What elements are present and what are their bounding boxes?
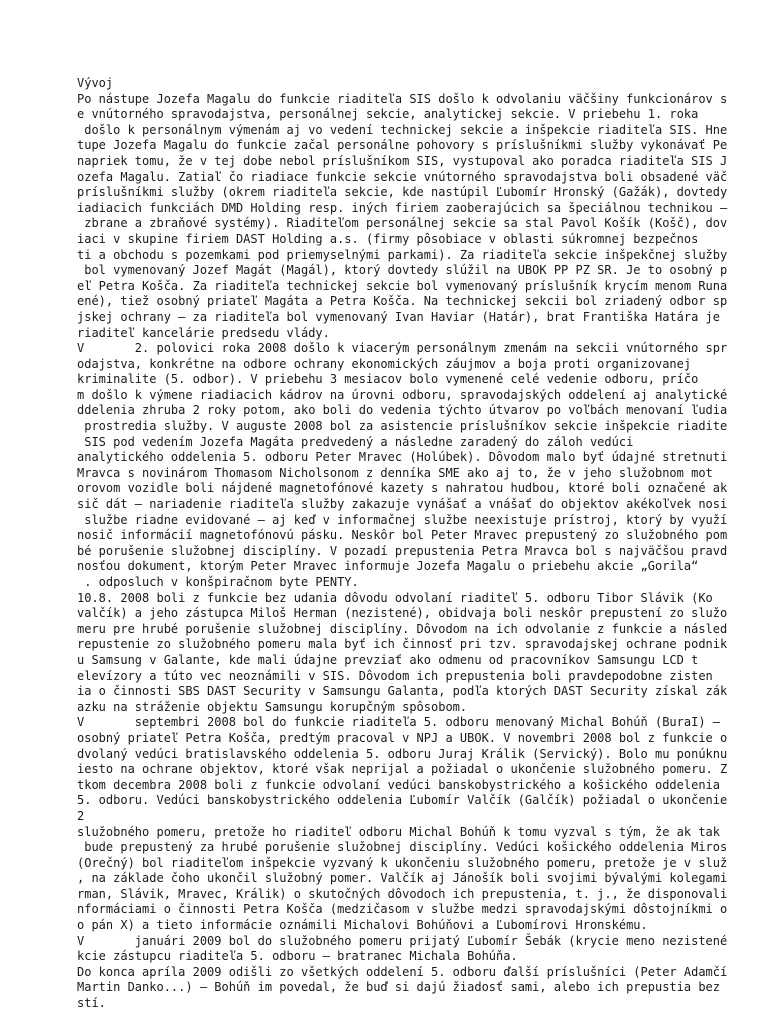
text-line: ia o činnosti SBS DAST Security v Samsungu Galanta, podľa ktorých DAST Security získal zák [77, 684, 728, 699]
text-line: napriek tomu, že v tej dobe nebol príslušníkom SIS, vystupoval ako poradca riaditeľa SIS J [77, 153, 728, 168]
text-line: ti a obchodu s pozemkami pod priemyselnými parkami). Za riaditeľa sekcie inšpekčnej služby [77, 247, 728, 262]
text-line: stí. [77, 996, 106, 1011]
text-line: nformáciami o činnosti Petra Košča (medzičasom v službe medzi spravodajskými dôstojníkmi o [77, 902, 728, 917]
text-line: u Samsung v Galante, kde mali údajne prevziať ako odmenu od pracovníkov Samsungu LCD t [77, 652, 699, 667]
text-line: Po nástupe Jozefa Magalu do funkcie riaditeľa SIS došlo k odvolaniu väčšiny funkcionárov s [77, 91, 728, 106]
text-line: . odposluch v konšpiračnom byte PENTY. [77, 575, 359, 589]
text-line: 10.8. 2008 boli z funkcie bez udania dôvodu odvolaní riaditeľ 5. odboru Tibor Slávik (Ko [77, 590, 713, 605]
text-line: sič dát – nariadenie riaditeľa služby zakazuje vynášať a vnášať do objektov akékoľvek nosi [77, 497, 728, 512]
text-line: ené), tiež osobný priateľ Magáta a Petra Košča. Na technickej sekcii bol zriadený odbor sp [77, 294, 728, 309]
text-line: iaci v skupine firiem DAST Holding a.s. (firmy pôsobiace v oblasti súkromnej bezpečnos [77, 231, 699, 246]
text-line: odajstva, konkrétne na odbore ochrany ekonomických záujmov a boja proti organizovanej [77, 356, 692, 371]
text-line: prostredia služby. V auguste 2008 bol za asistencie príslušníkov sekcie inšpekcie riadite [77, 419, 728, 434]
text-line: iesto na ochrane objektov, ktoré však neprijal a požiadal o ukončenie služobného pomeru. Z [77, 762, 728, 777]
text-line: nosič informácií magnetofónovú pásku. Neskôr bol Peter Mravec prepustený zo služobného pom [77, 528, 728, 543]
text-line: azku na stráženie objektu Samsungu korupčným spôsobom. [77, 699, 468, 714]
text-line: repustenie zo služobného pomeru mala byť ich činnosť pri tzv. spravodajskej ochrane podnik [77, 637, 728, 652]
text-line: V 2. polovici roka 2008 došlo k viacerým personálnym zmenám na sekcii vnútorného spr [77, 341, 728, 356]
text-line: dvolaný vedúci bratislavského oddelenia 5. odboru Juraj Králik (Servický). Bolo mu ponúknu [77, 746, 728, 761]
text-line: rman, Slávik, Mravec, Králik) o skutočných dôvodoch ich prepustenia, t. j., že disponovali [77, 886, 728, 901]
text-line: elevízory a túto vec neoznámili v SIS. Dôvodom ich prepustenia boli pravdepodobne zisten [77, 668, 713, 683]
text-line: V septembri 2008 bol do funkcie riaditeľa 5. odboru menovaný Michal Bohúň (BuraI) – [77, 715, 720, 730]
text-line: nosťou dokument, ktorým Peter Mravec informuje Jozefa Magalu o priebehu akcie „Gorila“ [77, 559, 699, 574]
text-line: analytického oddelenia 5. odboru Peter Mravec (Holúbek). Dôvodom malo byť údajné stretnuti [77, 450, 728, 465]
text-line: osobný priateľ Petra Košča, predtým pracoval v NPJ a UBOK. V novembri 2008 bol z funkcie o [77, 730, 728, 745]
document-body [77, 76, 767, 1012]
text-line: príslušníkmi služby (okrem riaditeľa sekcie, kde nastúpil Ľubomír Hronský (Gažák), dovtedy [77, 185, 728, 200]
text-line: zbrane a zbraňové systémy). Riaditeľom personálnej sekcie sa stal Pavol Košík (Košč), dov [77, 216, 728, 231]
text-line: bol vymenovaný Jozef Magát (Magál), ktorý dovtedy slúžil na UBOK PP PZ SR. Je to osobný p [77, 263, 728, 278]
text-line: riaditeľ kancelárie predsedu vlády. [77, 325, 330, 340]
text-line: tkom decembra 2008 boli z funkcie odvolaní vedúci banskobystrického a košického oddelenia [77, 777, 720, 792]
text-line: , na základe čoho ukončil služobný pomer. Valčík aj Jánošík boli svojimi bývalými kolegami [77, 871, 728, 886]
text-line: Do konca apríla 2009 odišli zo všetkých oddelení 5. odboru ďalší príslušníci (Peter Adamčí [77, 964, 728, 979]
text-line: SIS pod vedením Jozefa Magáta predvedený a následne zaradený do záloh vedúci [77, 434, 634, 449]
text-line: ozefa Magalu. Zatiaľ čo riadiace funkcie sekcie vnútorného spravodajstva boli obsadené väč [77, 169, 728, 184]
text-line: službe riadne evidované – aj keď v informačnej službe neexistuje prístroj, ktorý by využí [77, 512, 728, 527]
text-line: (Orečný) bol riaditeľom inšpekcie vyzvaný k ukončeniu služobného pomeru, pretože je v služ [77, 855, 728, 870]
text-line: Vývoj [77, 76, 114, 90]
text-line: orovom vozidle boli nájdené magnetofónové kazety s nahratou hudbou, ktoré boli označené ak [77, 481, 728, 496]
text-line: o pán X) a tieto informácie oznámili Michalovi Bohúňovi a Ľubomírovi Hronskému. [77, 918, 648, 933]
text-line: eľ Petra Košča. Za riaditeľa technickej sekcie bol vymenovaný príslušník krycím menom Runa [77, 278, 728, 293]
text-line: 5. odboru. Vedúci banskobystrického oddelenia Ľubomír Valčík (Galčík) požiadal o ukončenie [77, 793, 728, 808]
text-line: bé porušenie služobnej disciplíny. V pozadí prepustenia Petra Mravca bol s najväčšou pravd [77, 543, 728, 558]
text-line: iadiacich funkciách DMD Holding resp. iných firiem zaoberajúcich sa špeciálnou technikou – [77, 200, 728, 215]
text-line: tupe Jozefa Magalu do funkcie začal personálne pohovory s príslušníkmi služby vykonávať Pe [77, 138, 728, 153]
text-line: 2 [77, 808, 85, 823]
text-line: služobného pomeru, pretože ho riaditeľ odboru Michal Bohúň k tomu vyzval s tým, že ak tak [77, 824, 720, 839]
text-line: kriminalite (5. odbor). V priebehu 3 mesiacov bolo vymenené celé vedenie odboru, príčo [77, 372, 699, 387]
text-line: bude prepustený za hrubé porušenie služobnej disciplíny. Vedúci košického oddelenia Miros [77, 840, 728, 855]
text-line: kcie zástupcu riaditeľa 5. odboru – bratranec Michala Bohúňa. [77, 949, 518, 964]
text-line: Martin Danko...) – Bohúň im povedal, že buď si dajú žiadosť sami, alebo ich prepustia bez [77, 980, 720, 995]
text-line: e vnútorného spravodajstva, personálnej sekcie, analytickej sekcie. V priebehu 1. roka [77, 107, 699, 122]
text-line: V januári 2009 bol do služobného pomeru prijatý Ľubomír Šebák (krycie meno nezistené [77, 933, 728, 948]
text-line: jskej ochrany – za riaditeľa bol vymenovaný Ivan Haviar (Határ), brat Františka Határa je [77, 309, 720, 324]
text-line: ddelenia zhruba 2 roky potom, ako boli do vedenia týchto útvarov po voľbách menovaní ľudia [77, 403, 728, 418]
text-line: meru pre hrubé porušenie služobnej disciplíny. Dôvodom na ich odvolanie z funkcie a násled [77, 621, 728, 636]
text-line: Mravca s novinárom Thomasom Nicholsonom z denníka SME ako aj to, že v jeho služobnom mot [77, 465, 713, 480]
text-line: došlo k personálnym výmenám aj vo vedení technickej sekcie a inšpekcie riaditeľa SIS. Hne [77, 122, 728, 137]
text-line: m došlo k výmene riadiacich kádrov na úrovni odboru, spravodajských oddelení aj analytické [77, 387, 728, 402]
text-line: valčík) a jeho zástupca Miloš Herman (nezistené), obidvaja boli neskôr prepustení zo služo [77, 606, 728, 621]
